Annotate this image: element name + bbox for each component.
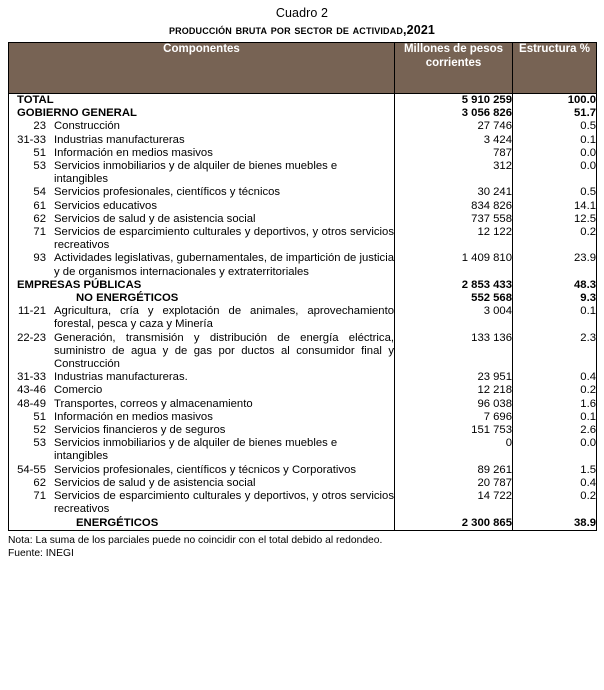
- cell-estructura-pct: 0.2: [513, 226, 597, 252]
- sector-label: Servicios profesionales, científicos y técnicos y Corporativos: [54, 463, 357, 476]
- cell-estructura-pct: 23.9: [513, 252, 597, 278]
- cell-estructura-pct: 14.1: [513, 200, 597, 213]
- cell-estructura-pct: 51.7: [513, 107, 597, 120]
- table-row: [9, 398, 597, 411]
- table-row: [9, 252, 597, 278]
- componente-wrapper: [9, 371, 394, 384]
- componente-wrapper: [9, 186, 394, 199]
- cell-componente: [9, 437, 395, 463]
- table-row: [9, 107, 597, 120]
- cell-estructura-pct: 0.0: [513, 160, 597, 186]
- table-row: [9, 411, 597, 424]
- cell-millones-pesos: 2 853 433: [395, 279, 513, 292]
- sector-code: 43-46: [17, 384, 46, 397]
- sector-label: Servicios financieros y de seguros: [54, 424, 226, 437]
- table-row: [9, 490, 597, 516]
- sector-label: Servicios de salud y de asistencia social: [54, 476, 256, 489]
- sector-label: Servicios de esparcimiento culturales y deportivos, y otros servicios recreativos: [54, 226, 394, 252]
- cell-millones-pesos: 312: [395, 160, 513, 186]
- cell-millones-pesos: 89 261: [395, 464, 513, 477]
- cell-estructura-pct: 0.1: [513, 134, 597, 147]
- table-row: [9, 371, 597, 384]
- cell-componente: [9, 94, 395, 108]
- sector-label: EMPRESAS PÚBLICAS: [17, 278, 142, 291]
- componente-wrapper: [9, 134, 394, 147]
- cell-millones-pesos: 20 787: [395, 477, 513, 490]
- sector-code: 31-33: [17, 371, 46, 384]
- cell-componente: [9, 200, 395, 213]
- sector-label: Información en medios masivos: [54, 410, 213, 423]
- cell-estructura-pct: 2.3: [513, 332, 597, 372]
- componente-wrapper: [9, 398, 394, 411]
- table-body: [9, 94, 597, 531]
- footnote-fuente: Fuente: INEGI: [8, 547, 74, 559]
- cell-componente: [9, 398, 395, 411]
- sector-code: 62: [33, 476, 46, 489]
- sector-label: GOBIERNO GENERAL: [17, 107, 137, 120]
- cell-millones-pesos: 3 056 826: [395, 107, 513, 120]
- cell-millones-pesos: 133 136: [395, 332, 513, 372]
- sector-label: Agricultura, cría y explotación de animales, aprovechamiento forestal, pesca y caza y Minería: [54, 305, 394, 331]
- cell-millones-pesos: 3 004: [395, 305, 513, 331]
- table-row: [9, 464, 597, 477]
- column-header-millones-pesos: Millones de pesos corrientes: [395, 43, 513, 94]
- cell-millones-pesos: 552 568: [395, 292, 513, 305]
- table-row: [9, 200, 597, 213]
- production-table: [8, 42, 597, 531]
- cell-millones-pesos: 151 753: [395, 424, 513, 437]
- cell-componente: [9, 186, 395, 199]
- table-row: [9, 332, 597, 372]
- sector-label: TOTAL: [17, 94, 54, 106]
- table-row: [9, 94, 597, 108]
- cell-componente: [9, 477, 395, 490]
- cell-componente: [9, 252, 395, 278]
- cell-millones-pesos: 737 558: [395, 213, 513, 226]
- sector-code: 71: [33, 226, 46, 239]
- sector-code: 61: [33, 199, 46, 212]
- table-row: [9, 120, 597, 133]
- sector-code: 53: [33, 160, 46, 173]
- cell-componente: [9, 305, 395, 331]
- sector-label: Construcción: [54, 120, 120, 133]
- cell-componente: [9, 226, 395, 252]
- table-row: [9, 186, 597, 199]
- cell-millones-pesos: 787: [395, 147, 513, 160]
- sector-code: 31-33: [17, 133, 46, 146]
- cell-estructura-pct: 0.0: [513, 147, 597, 160]
- table-row: [9, 305, 597, 331]
- cell-estructura-pct: 0.2: [513, 490, 597, 516]
- sector-code: 51: [33, 410, 46, 423]
- componente-wrapper: [9, 279, 394, 292]
- sector-label: Servicios inmobiliarios y de alquiler de bienes muebles e intangibles: [54, 437, 338, 463]
- sector-label: Servicios profesionales, científicos y técnicos: [54, 186, 281, 199]
- sector-code: 93: [33, 252, 46, 265]
- table-row: [9, 477, 597, 490]
- cell-estructura-pct: 38.9: [513, 517, 597, 531]
- cell-estructura-pct: 0.0: [513, 437, 597, 463]
- table-row: [9, 437, 597, 463]
- cell-componente: [9, 332, 395, 372]
- sector-label: NO ENERGÉTICOS: [76, 292, 179, 305]
- componente-wrapper: [9, 437, 394, 463]
- cell-componente: [9, 160, 395, 186]
- cell-componente: [9, 147, 395, 160]
- cell-componente: [9, 279, 395, 292]
- componente-wrapper: [9, 490, 394, 516]
- componente-wrapper: [9, 464, 394, 477]
- componente-wrapper: [9, 147, 394, 160]
- column-header-componentes: Componentes: [9, 43, 395, 94]
- componente-wrapper: [9, 332, 394, 372]
- cell-componente: [9, 107, 395, 120]
- componente-wrapper: [9, 424, 394, 437]
- cell-componente: [9, 120, 395, 133]
- cell-millones-pesos: 96 038: [395, 398, 513, 411]
- footnote-nota: Nota: La suma de los parciales puede no coincidir con el total debido al redondeo.: [8, 534, 383, 546]
- sector-code: 54: [33, 186, 46, 199]
- cell-millones-pesos: 834 826: [395, 200, 513, 213]
- cell-estructura-pct: 12.5: [513, 213, 597, 226]
- componente-wrapper: [9, 120, 394, 133]
- componente-wrapper: [9, 384, 394, 397]
- cell-millones-pesos: 7 696: [395, 411, 513, 424]
- table-row: [9, 384, 597, 397]
- table-row: [9, 213, 597, 226]
- page-title: [8, 22, 596, 38]
- componente-wrapper: [9, 107, 394, 120]
- cell-millones-pesos: 27 746: [395, 120, 513, 133]
- componente-wrapper: [9, 200, 394, 213]
- table-header: [9, 43, 597, 94]
- cell-estructura-pct: 1.6: [513, 398, 597, 411]
- componente-wrapper: [9, 292, 394, 305]
- sector-code: 51: [33, 146, 46, 159]
- componente-wrapper: [9, 94, 394, 107]
- cell-componente: [9, 371, 395, 384]
- cell-estructura-pct: 0.2: [513, 384, 597, 397]
- componente-wrapper: [9, 213, 394, 226]
- sector-code: 23: [33, 120, 46, 133]
- footnotes: [8, 534, 596, 560]
- table-row: [9, 279, 597, 292]
- componente-wrapper: [9, 477, 394, 490]
- cell-componente: [9, 384, 395, 397]
- sector-label: Información en medios masivos: [54, 146, 213, 159]
- page-title-text: producción bruta por sector de actividad,: [168, 23, 407, 37]
- componente-wrapper: [9, 517, 394, 530]
- componente-wrapper: [9, 252, 394, 278]
- table-row: [9, 147, 597, 160]
- sector-code: 71: [33, 490, 46, 503]
- componente-wrapper: [9, 226, 394, 252]
- cell-estructura-pct: 0.4: [513, 371, 597, 384]
- sector-label: Comercio: [54, 384, 103, 397]
- cell-componente: [9, 292, 395, 305]
- cell-estructura-pct: 2.6: [513, 424, 597, 437]
- sector-code: 11-21: [17, 305, 46, 318]
- sector-label: Servicios educativos: [54, 199, 157, 212]
- table-title-block: [8, 0, 596, 38]
- cell-componente: [9, 424, 395, 437]
- cell-componente: [9, 490, 395, 516]
- cell-millones-pesos: 5 910 259: [395, 94, 513, 108]
- cell-estructura-pct: 0.1: [513, 305, 597, 331]
- cell-estructura-pct: 0.5: [513, 120, 597, 133]
- sector-code: 53: [33, 437, 46, 450]
- sector-label: Actividades legislativas, gubernamentales, de impartición de justicia y de organismos internacionales y extraterritoriales: [54, 252, 394, 278]
- table-row: [9, 424, 597, 437]
- cell-componente: [9, 213, 395, 226]
- cell-millones-pesos: 1 409 810: [395, 252, 513, 278]
- column-header-estructura: Estructura %: [513, 43, 597, 94]
- cell-componente: [9, 517, 395, 531]
- cell-estructura-pct: 9.3: [513, 292, 597, 305]
- table-header-row: [9, 43, 597, 94]
- sector-label: Transportes, correos y almacenamiento: [54, 397, 253, 410]
- cell-componente: [9, 464, 395, 477]
- sector-code: 62: [33, 212, 46, 225]
- page-title-year: 2021: [406, 23, 436, 37]
- sector-code: 54-55: [17, 463, 46, 476]
- sector-label: ENERGÉTICOS: [76, 516, 159, 529]
- cell-millones-pesos: 12 218: [395, 384, 513, 397]
- componente-wrapper: [9, 305, 394, 331]
- table-row: [9, 226, 597, 252]
- sector-code: 22-23: [17, 331, 46, 344]
- table-row: [9, 134, 597, 147]
- sector-label: Servicios inmobiliarios y de alquiler de bienes muebles e intangibles: [54, 160, 338, 186]
- cell-componente: [9, 411, 395, 424]
- cell-estructura-pct: 0.1: [513, 411, 597, 424]
- table-row: [9, 517, 597, 531]
- componente-wrapper: [9, 411, 394, 424]
- sector-label: Industrias manufactureras.: [54, 371, 188, 384]
- cell-estructura-pct: 0.5: [513, 186, 597, 199]
- cell-estructura-pct: 0.4: [513, 477, 597, 490]
- cell-millones-pesos: 23 951: [395, 371, 513, 384]
- sector-code: 48-49: [17, 397, 46, 410]
- cell-estructura-pct: 100.0: [513, 94, 597, 108]
- sector-code: 52: [33, 424, 46, 437]
- cell-estructura-pct: 1.5: [513, 464, 597, 477]
- cell-millones-pesos: 12 122: [395, 226, 513, 252]
- cell-estructura-pct: 48.3: [513, 279, 597, 292]
- sector-label: Servicios de esparcimiento culturales y deportivos, y otros servicios recreativos: [54, 490, 394, 516]
- cell-millones-pesos: 2 300 865: [395, 517, 513, 531]
- table-row: [9, 292, 597, 305]
- cell-millones-pesos: 3 424: [395, 134, 513, 147]
- cell-componente: [9, 134, 395, 147]
- cell-millones-pesos: 30 241: [395, 186, 513, 199]
- sector-label: Generación, transmisión y distribución de energía eléctrica, suministro de agua y de gas por ductos al consumidor final y Construcción: [54, 331, 394, 371]
- componente-wrapper: [9, 160, 394, 186]
- cell-millones-pesos: 0: [395, 437, 513, 463]
- sector-label: Industrias manufactureras: [54, 133, 185, 146]
- table-row: [9, 160, 597, 186]
- table-number: Cuadro 2: [275, 6, 329, 20]
- cell-millones-pesos: 14 722: [395, 490, 513, 516]
- sector-label: Servicios de salud y de asistencia social: [54, 212, 256, 225]
